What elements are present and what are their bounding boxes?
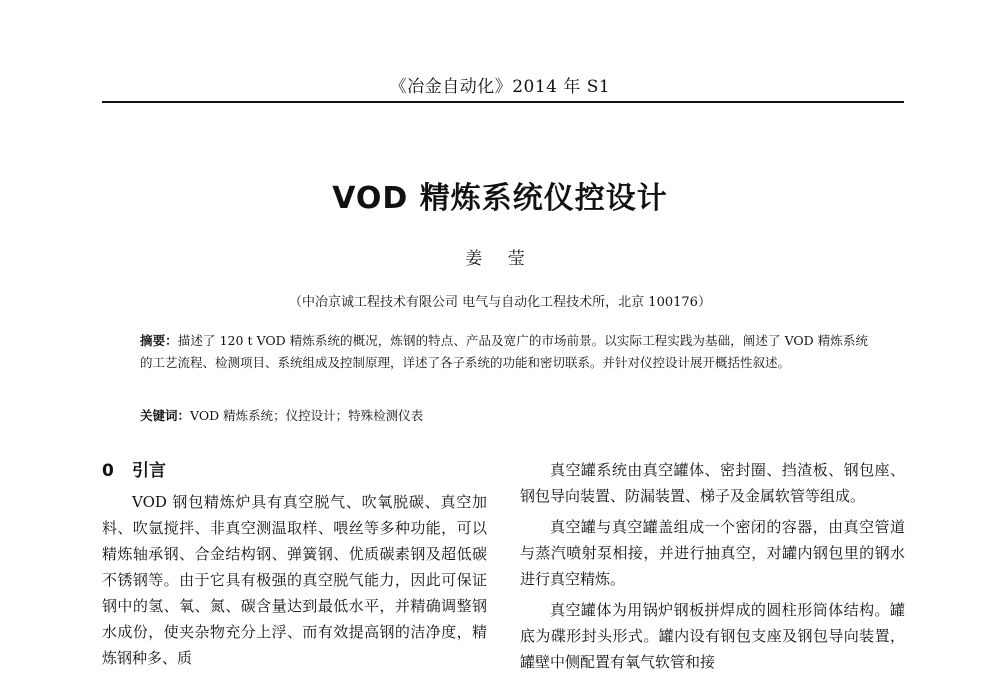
section-number: 0 (102, 461, 114, 481)
author-affiliation: （中冶京诚工程技术有限公司 电气与自动化工程技术所，北京 100176） (289, 295, 711, 310)
keywords (140, 405, 868, 427)
abstract-text: 描述了 120 t VOD 精炼系统的概况，炼钢的特点、产品及宽广的市场前景。以实际工程实践为基础，阐述了 VOD 精炼系统的工艺流程、检测项目、系统组成及控制原理，详述了各子系统的功能和密切联系。并针对仪控设计展开概括性叙述。 (140, 333, 868, 370)
section-title: 引言 (132, 461, 166, 481)
left-column (102, 457, 487, 676)
keywords-text: VOD 精炼系统；仪控设计；特殊检测仪表 (190, 408, 424, 423)
body-paragraph: 真空罐系统由真空罐体、密封圈、挡渣板、钢包座、钢包导向装置、防漏装置、梯子及金属软管等组成。 (520, 461, 905, 505)
author-name: 姜 莹 (465, 249, 535, 269)
keywords-label: 关键词： (140, 408, 191, 423)
right-column (520, 457, 905, 680)
header-rule (102, 101, 904, 103)
body-paragraph: 真空罐体为用锅炉钢板拼焊成的圆柱形筒体结构。罐底为碟形封头形式。罐内设有钢包支座及钢包导向装置，罐壁中侧配置有氧气软管和接 (520, 601, 905, 671)
section-heading (102, 457, 487, 485)
body-paragraph: 真空罐与真空罐盖组成一个密闭的容器，由真空管道与蒸汽喷射泵相接，并进行抽真空，对罐内钢包里的钢水进行真空精炼。 (520, 518, 905, 588)
abstract (140, 330, 868, 374)
paper-title: VOD 精炼系统仪控设计 (332, 181, 668, 216)
body-paragraph: VOD 钢包精炼炉具有真空脱气、吹氧脱碳、真空加料、吹氩搅拌、非真空测温取样、喂丝等多种功能，可以精炼轴承钢、合金结构钢、弹簧钢、优质碳素钢及超低碳不锈钢等。由于它具有极强的真空脱气能力，因此可保证钢中的氢、氧、氮、碳含量达到最低水平，并精确调整钢水成份，使夹杂物充分上浮、而有效提高钢的洁净度，精炼钢种多、质 (102, 493, 487, 667)
running-header: 《冶金自动化》2014 年 S1 (389, 77, 611, 97)
abstract-label: 摘要： (140, 333, 178, 348)
